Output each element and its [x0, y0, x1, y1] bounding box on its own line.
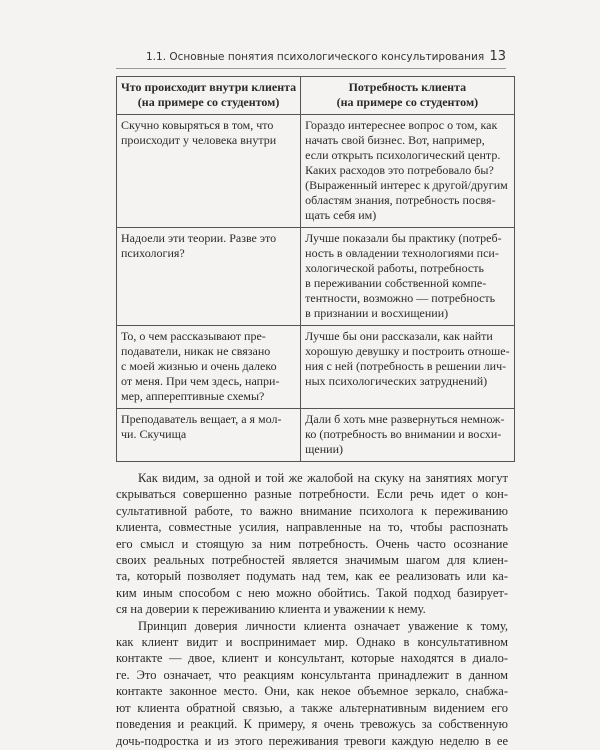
cell-line: То, о чем рассказывают пре-: [121, 329, 266, 343]
cell-line: Лучше показали бы практику (потреб-: [305, 231, 502, 245]
text-line: контакте — двое, клиент и консультант, которые находятся в диало-: [116, 651, 508, 666]
cell-line: щении): [305, 442, 343, 456]
text-line: Как видим, за одной и той же жалобой на скуку на занятиях могут: [138, 471, 508, 485]
text-line: ся на доверии к переживанию клиента и уважении к нему.: [116, 602, 426, 617]
text-line: клиента, совместные усилия, направленные на то, чтобы распознать: [116, 520, 508, 535]
text-line: контакте законное место. Они, как некое объемное зеркало, снабжа-: [116, 684, 508, 699]
text-line: ким иным способом с нею можно обойтись. Такой подход базирует-: [116, 585, 508, 600]
cell-line: областям знания, потребность посвя-: [305, 193, 496, 207]
cell-line: ных психологических затруднений): [305, 374, 488, 388]
cell-line: в признании и восхищении): [305, 306, 449, 320]
cell-line: Гораздо интереснее вопрос о том, как: [305, 118, 498, 132]
chapter-title: 1.1. Основные понятия психологического консультирования: [146, 51, 485, 63]
cell-line: хорошую девушку и построить отноше-: [305, 344, 510, 358]
cell-line: Дали б хоть мне развернуться немнож-: [305, 412, 505, 426]
cell-line: ко (потребность во внимании и восхи-: [305, 427, 502, 441]
cell-line: происходит у человека внутри: [121, 133, 277, 147]
cell-line: с моей жизнью и очень далеко: [121, 359, 277, 373]
header-line: Что происходит внутри клиента: [121, 80, 297, 94]
text-line: поведения и реакций. К примеру, я очень тревожусь за собственную: [116, 717, 508, 732]
text-line: дочь-подростка и из этого переживания тревоги каждую неделю в ее: [116, 733, 508, 748]
cell-line: хологической работы, потребность: [305, 261, 484, 275]
text-line: своих реальных потребностей является значимым шагом для клиен-: [116, 553, 508, 568]
column-header-need: [301, 77, 514, 115]
page-number: 13: [489, 49, 506, 64]
table-header-row: [117, 77, 515, 115]
paragraph: [116, 618, 508, 749]
cell-inside: [117, 228, 301, 326]
cell-line: начать свой бизнес. Вот, например,: [305, 133, 485, 147]
cell-line: подаватели, никак не связано: [121, 344, 271, 358]
text-line: сультативной работе, то важно внимание психолога к переживанию: [116, 503, 508, 518]
header-line: (на примере со студентом): [137, 95, 280, 109]
cell-line: мер, апперептивные схемы?: [121, 389, 265, 403]
text-line: как клиент видит и воспринимает мир. Однако в консультативном: [116, 635, 508, 650]
text-line: ют клиента обратной связью, а также альтернативным видением его: [116, 700, 508, 715]
text-line: скрываться совершенно разные потребности. Если речь идет о кон-: [116, 487, 508, 502]
cell-line: ния с ней (потребность в решении лич-: [305, 359, 507, 373]
cell-inside: [117, 326, 301, 409]
header-line: Потребность клиента: [348, 80, 467, 94]
cell-line: щать себя им): [305, 208, 377, 222]
table-row: [117, 409, 515, 462]
cell-line: от меня. При чем здесь, напри-: [121, 374, 280, 388]
cell-need: [301, 228, 514, 326]
text-line: ге. Это означает, что реакциям консультанта принадлежит в данном: [116, 667, 508, 682]
cell-inside: [117, 115, 301, 228]
header-line: (на примере со студентом): [336, 95, 479, 109]
body-text: [116, 470, 508, 749]
cell-line: психология?: [121, 246, 185, 260]
cell-line: Лучше бы они рассказали, как найти: [305, 329, 493, 343]
cell-need: [301, 115, 514, 228]
table-row: [117, 228, 515, 326]
cell-line: Преподаватель вещает, а я мол-: [121, 412, 282, 426]
cell-line: тентности, возможно — потребность: [305, 291, 496, 305]
column-header-inside: [117, 77, 301, 115]
text-line: Принцип доверия личности клиента означает уважение к тому,: [138, 618, 508, 633]
cell-need: [301, 326, 514, 409]
cell-line: ность в овладении технологиями пси-: [305, 246, 499, 260]
table-row: [117, 115, 515, 228]
paragraph: [116, 470, 508, 618]
text-line: его смысл и стоящую за ним потребность. Очень часто осознание: [116, 536, 508, 551]
table-row: [117, 326, 515, 409]
cell-line: (Выраженный интерес к другой/другим: [305, 178, 508, 192]
cell-line: Надоели эти теории. Разве это: [121, 231, 277, 245]
cell-line: в переживании собственной компе-: [305, 276, 487, 290]
running-header: [116, 48, 506, 69]
cell-need: [301, 409, 514, 462]
cell-line: Каких расходов это потребовало бы?: [305, 163, 494, 177]
cell-line: Скучно ковыряться в том, что: [121, 118, 274, 132]
needs-table: [116, 76, 515, 462]
cell-line: если открыть психологический центр.: [305, 148, 501, 162]
cell-inside: [117, 409, 301, 462]
text-line: та, который позволяет подумать над тем, как ее реализовать или ка-: [116, 569, 508, 584]
cell-line: чи. Скучища: [121, 427, 187, 441]
